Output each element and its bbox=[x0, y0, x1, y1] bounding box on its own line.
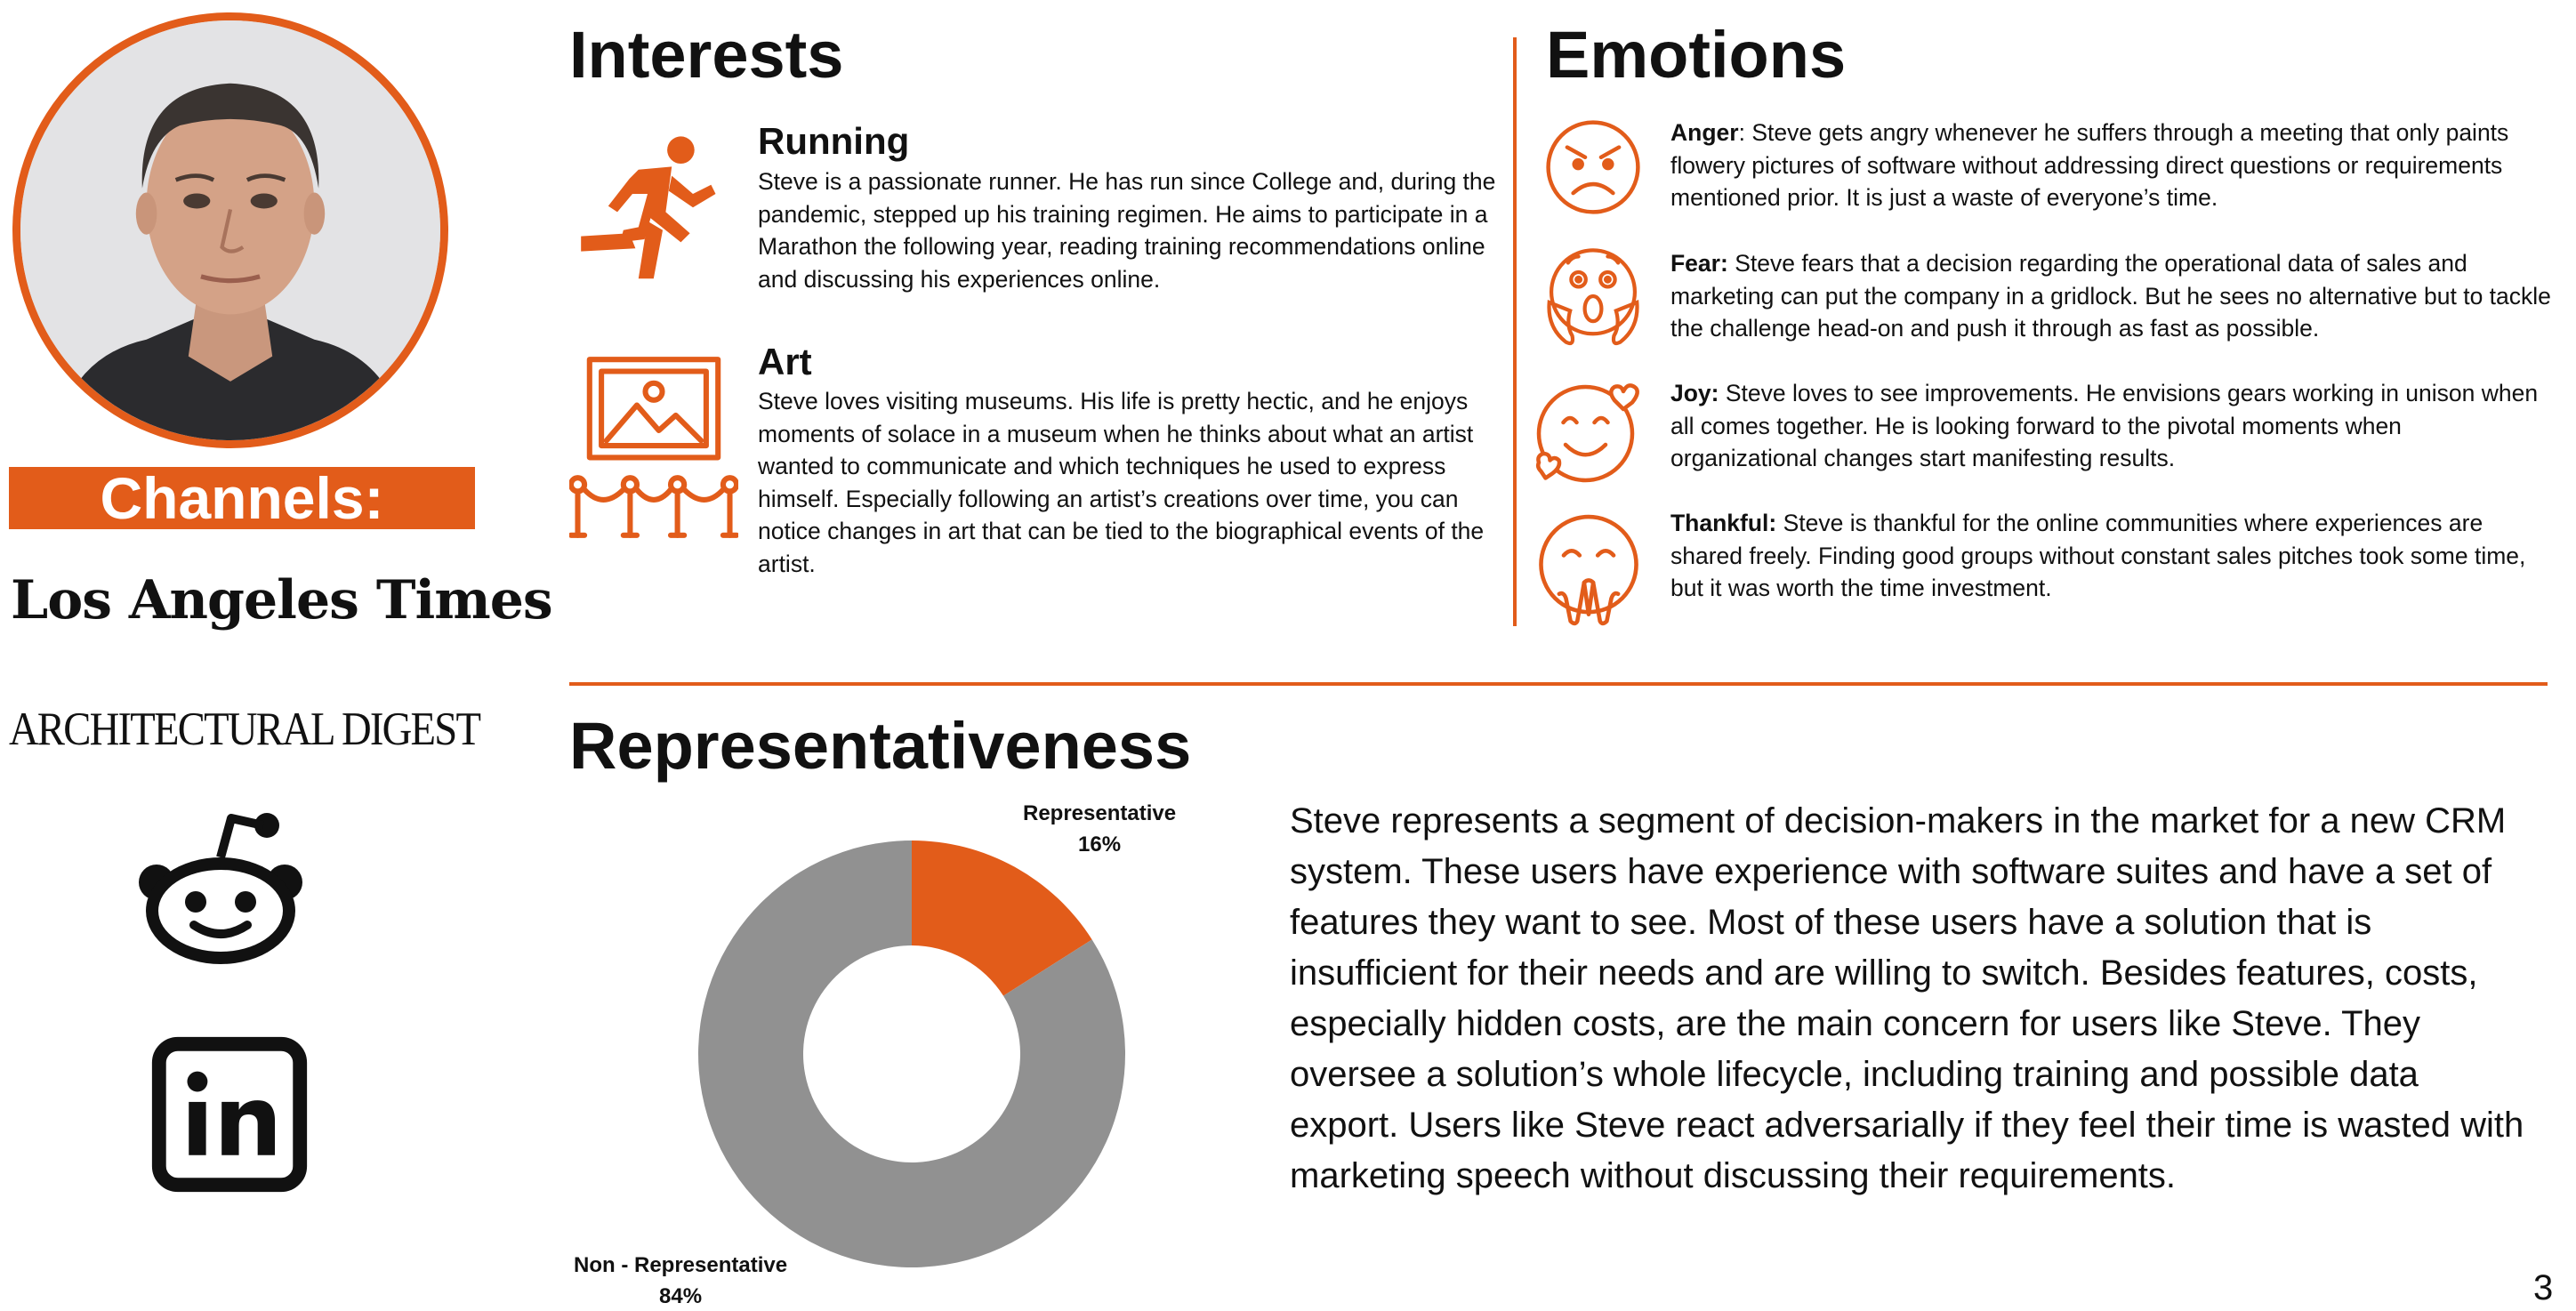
emotion-anger-text: Anger: Steve gets angry whenever he suffers through a meeting that only paints flowery pictures of software without addressing direct questions or requirements mentioned prior. It is just a waste of everyone’s time. bbox=[1670, 119, 2509, 211]
page-number: 3 bbox=[2533, 1268, 2554, 1307]
donut-chart bbox=[694, 836, 1130, 1272]
chart-label-representative-value: 16% bbox=[1078, 832, 1122, 857]
museum-painting-icon bbox=[569, 354, 738, 541]
chart-label-representative-name: Representative bbox=[1023, 801, 1177, 825]
thankful-face-icon bbox=[1532, 512, 1646, 628]
interest-running-text: Steve is a passionate runner. He has run since College and, during the pandemic, stepped up his training regimen. He aims to participate in a Marathon the following year, reading training recommendations online and discussing his experiences online. bbox=[758, 168, 1496, 293]
interest-art-title: Art bbox=[758, 341, 812, 382]
screaming-face-icon bbox=[1541, 242, 1646, 350]
linkedin-icon bbox=[151, 1036, 308, 1193]
interest-art-text: Steve loves visiting museums. His life is pretty hectic, and he enjoys moments of solace in a museum when he thinks about what an artist wanted to communicate and which techniques he used to express himself. Especially following an artist’s creations over time, you can notice changes in art that can be tied to the biographical events of the artist. bbox=[758, 388, 1485, 577]
emotion-fear-text: Fear: Steve fears that a decision regarding the operational data of sales and marketing can put the company in a gridlock. But he sees no alternative but to tackle the challenge head-on and push it through as fast as possible. bbox=[1670, 250, 2551, 342]
angry-face-icon bbox=[1543, 117, 1643, 217]
reddit-icon bbox=[132, 811, 310, 971]
chart-label-non-representative bbox=[574, 1250, 787, 1311]
representativeness-text: Steve represents a segment of decision-makers in the market for a new CRM system. These users have experience with software suites and have a set of features they want to see. Most of these users have a solution that is insufficient for their needs and are willing to switch. Besides features, costs, especially hidden costs, are the main concern for users like Steve. They oversee a solution’s whole lifecycle, including training and possible data export. Users like Steve react adversarially if they feel their time is wasted with marketing speech without discussing their requirements. bbox=[1290, 801, 2524, 1195]
emotions-heading: Emotions bbox=[1546, 18, 1847, 92]
profile-photo bbox=[12, 12, 448, 448]
emotion-fear-label: Fear: bbox=[1670, 250, 1728, 277]
chart-label-representative bbox=[1023, 798, 1176, 860]
emotion-thankful-text: Thankful: Steve is thankful for the online communities where experiences are shared freely. Finding good groups without constant sales pitches took some time, but it was worth the time investment. bbox=[1670, 510, 2526, 601]
channels-heading: Channels: bbox=[9, 467, 475, 529]
emotion-joy-label: Joy: bbox=[1670, 380, 1719, 406]
emotion-anger-label: Anger bbox=[1670, 119, 1739, 146]
chart-label-non-representative-value: 84% bbox=[659, 1284, 703, 1308]
horizontal-divider bbox=[569, 682, 2548, 686]
interests-heading: Interests bbox=[569, 18, 844, 92]
architectural-digest-logo: ARCHITECTURAL DIGEST bbox=[9, 704, 480, 755]
los-angeles-times-logo: Los Angeles Times bbox=[11, 569, 552, 631]
smiling-face-hearts-icon bbox=[1530, 375, 1646, 487]
emotion-thankful-label: Thankful: bbox=[1670, 510, 1777, 536]
running-person-icon bbox=[568, 133, 728, 285]
representativeness-heading: Representativeness bbox=[569, 709, 1192, 783]
interest-running-title: Running bbox=[758, 120, 910, 162]
emotion-joy-text: Joy: Steve loves to see improvements. He envisions gears working in unison when all comes together. He is looking forward to the pivotal moments when organizational changes start manifesting results. bbox=[1670, 380, 2539, 471]
vertical-divider bbox=[1513, 37, 1517, 626]
chart-label-non-representative-name: Non - Representative bbox=[574, 1253, 788, 1277]
